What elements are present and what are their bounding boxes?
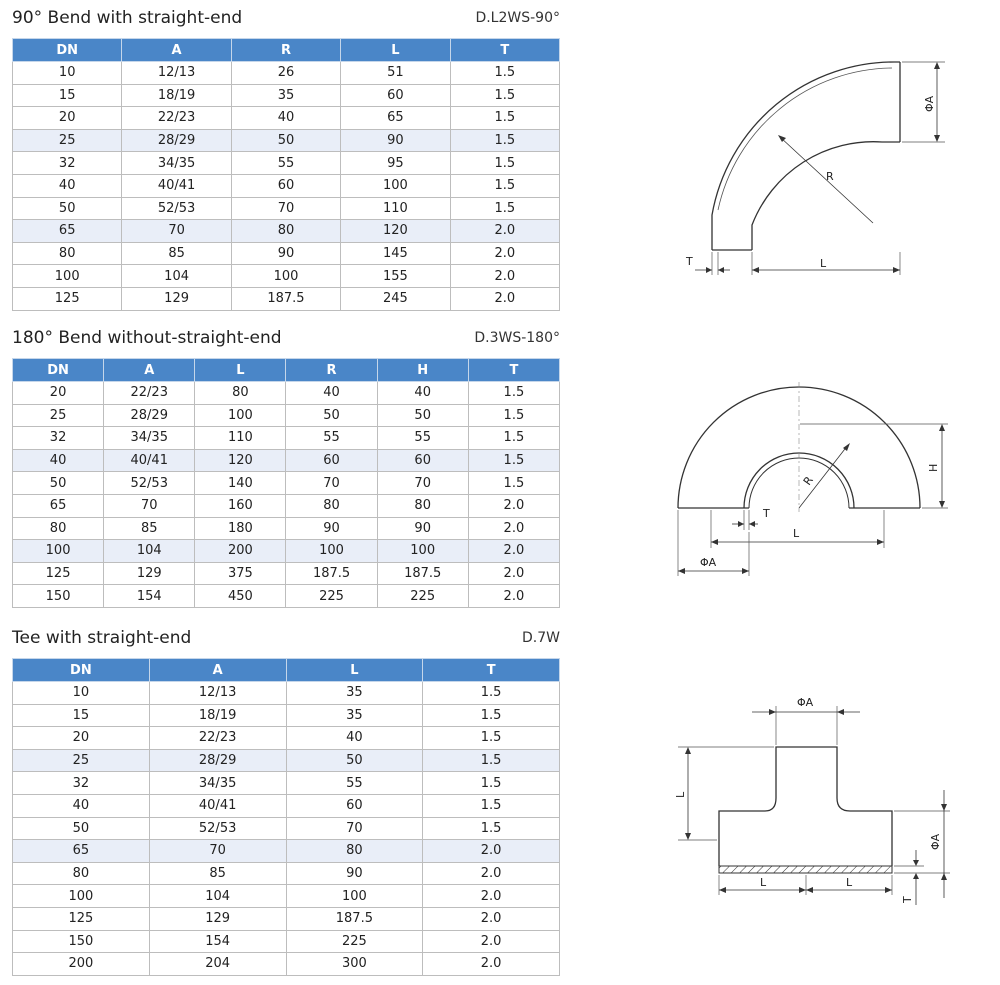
table-cell: 129 [122,287,231,310]
table-cell: 55 [286,427,377,450]
table-cell: 70 [377,472,468,495]
table-cell: 40 [13,174,122,197]
section-title: Tee with straight-end [12,628,192,648]
table-cell: 32 [13,152,122,175]
table-row [13,220,560,243]
table-cell: 187.5 [231,287,340,310]
table-cell: 1.5 [423,682,560,705]
table-cell: 51 [341,62,450,85]
dimension-label-l-right: L [846,876,853,889]
table-cell: 375 [195,562,286,585]
table-cell: 10 [13,682,150,705]
table-cell: 180 [195,517,286,540]
table-cell: 60 [286,794,423,817]
table-cell: 28/29 [122,129,231,152]
table-cell: 90 [286,862,423,885]
table-cell: 26 [231,62,340,85]
diagram-180-bend [665,380,965,580]
table-cell: 65 [13,494,104,517]
table-cell: 200 [195,540,286,563]
table-cell: 110 [341,197,450,220]
table-cell: 2.0 [450,242,559,265]
spec-table-180-bend [12,358,560,608]
table-cell: 40 [286,382,377,405]
table-cell: 100 [377,540,468,563]
table-cell: 1.5 [450,174,559,197]
table-cell: 40/41 [149,794,286,817]
table-cell: 50 [286,749,423,772]
section-header [12,328,560,358]
table-cell: 50 [231,129,340,152]
table-cell: 25 [13,129,122,152]
table-cell: 2.0 [468,585,559,608]
column-header: DN [13,359,104,382]
dimension-label-l: L [793,527,800,540]
table-cell: 245 [341,287,450,310]
column-header: L [341,39,450,62]
table-cell: 28/29 [104,404,195,427]
diagram-tee [665,690,965,910]
dimension-label-r: R [826,170,834,183]
table-cell: 35 [231,84,340,107]
table-cell: 1.5 [450,197,559,220]
table-cell: 1.5 [423,817,560,840]
dimension-label-phi-a-right: ΦA [929,833,942,850]
table-cell: 70 [231,197,340,220]
table-cell: 154 [149,930,286,953]
dimension-label-l-vertical: L [674,791,687,798]
table-row [13,287,560,310]
table-cell: 2.0 [423,930,560,953]
table-header-row [13,659,560,682]
table-cell: 2.0 [423,840,560,863]
table-cell: 90 [286,517,377,540]
table-cell: 34/35 [104,427,195,450]
table-cell: 110 [195,427,286,450]
table-cell: 60 [286,449,377,472]
bend-180-drawing [665,380,965,580]
column-header: H [377,359,468,382]
table-cell: 80 [195,382,286,405]
table-cell: 2.0 [468,517,559,540]
table-row [13,494,560,517]
section-180-bend [12,328,560,608]
table-cell: 1.5 [450,62,559,85]
table-cell: 35 [286,704,423,727]
table-cell: 100 [286,885,423,908]
table-cell: 15 [13,704,150,727]
table-cell: 85 [104,517,195,540]
table-cell: 80 [286,494,377,517]
section-title: 180° Bend without-straight-end [12,328,282,348]
table-cell: 1.5 [468,449,559,472]
table-cell: 90 [377,517,468,540]
table-cell: 40 [377,382,468,405]
table-cell: 18/19 [149,704,286,727]
table-cell: 95 [341,152,450,175]
table-row [13,427,560,450]
table-cell: 2.0 [423,953,560,976]
table-cell: 40 [13,794,150,817]
table-cell: 104 [149,885,286,908]
table-cell: 100 [13,540,104,563]
table-cell: 1.5 [450,129,559,152]
spec-table-tee [12,658,560,976]
table-cell: 160 [195,494,286,517]
table-cell: 40/41 [122,174,231,197]
table-cell: 2.0 [468,540,559,563]
table-row [13,404,560,427]
table-cell: 70 [122,220,231,243]
column-header: L [195,359,286,382]
table-cell: 20 [13,382,104,405]
column-header: A [149,659,286,682]
table-cell: 150 [13,930,150,953]
table-row [13,682,560,705]
table-cell: 18/19 [122,84,231,107]
product-code: D.L2WS-90° [475,10,560,26]
table-row [13,107,560,130]
table-cell: 90 [231,242,340,265]
table-cell: 22/23 [149,727,286,750]
table-cell: 60 [377,449,468,472]
table-cell: 145 [341,242,450,265]
table-cell: 140 [195,472,286,495]
table-cell: 80 [13,862,150,885]
table-cell: 40/41 [104,449,195,472]
table-cell: 100 [13,885,150,908]
table-cell: 10 [13,62,122,85]
table-cell: 85 [149,862,286,885]
table-cell: 32 [13,772,150,795]
table-cell: 52/53 [149,817,286,840]
table-cell: 120 [195,449,286,472]
table-row [13,265,560,288]
table-cell: 1.5 [468,404,559,427]
table-cell: 40 [13,449,104,472]
table-cell: 52/53 [104,472,195,495]
table-cell: 2.0 [450,287,559,310]
table-cell: 65 [13,220,122,243]
table-cell: 80 [377,494,468,517]
table-cell: 55 [231,152,340,175]
table-cell: 204 [149,953,286,976]
table-row [13,540,560,563]
table-row [13,517,560,540]
table-cell: 100 [195,404,286,427]
table-row [13,840,560,863]
section-tee [12,628,560,976]
table-cell: 90 [341,129,450,152]
table-row [13,953,560,976]
table-row [13,129,560,152]
table-cell: 40 [286,727,423,750]
table-cell: 34/35 [122,152,231,175]
table-header-row [13,39,560,62]
table-cell: 2.0 [423,907,560,930]
table-cell: 50 [13,817,150,840]
table-cell: 80 [231,220,340,243]
table-row [13,907,560,930]
table-cell: 80 [13,242,122,265]
table-cell: 225 [377,585,468,608]
table-cell: 65 [13,840,150,863]
table-row [13,817,560,840]
table-cell: 129 [149,907,286,930]
section-title: 90° Bend with straight-end [12,8,243,28]
table-cell: 80 [13,517,104,540]
table-cell: 155 [341,265,450,288]
column-header: T [468,359,559,382]
table-cell: 154 [104,585,195,608]
dimension-label-phi-a: ΦA [700,556,717,569]
table-row [13,749,560,772]
table-cell: 450 [195,585,286,608]
table-cell: 1.5 [423,794,560,817]
table-cell: 70 [286,472,377,495]
table-cell: 125 [13,287,122,310]
table-cell: 225 [286,585,377,608]
dimension-label-t: T [901,896,914,903]
table-cell: 25 [13,749,150,772]
table-row [13,704,560,727]
table-row [13,794,560,817]
table-row [13,562,560,585]
table-cell: 1.5 [468,382,559,405]
table-cell: 2.0 [450,220,559,243]
table-cell: 80 [286,840,423,863]
dimension-label-l: L [820,257,827,270]
table-cell: 70 [104,494,195,517]
dimension-label-l-left: L [760,876,767,889]
table-cell: 60 [231,174,340,197]
table-cell: 100 [231,265,340,288]
table-cell: 187.5 [286,562,377,585]
column-header: R [231,39,340,62]
table-cell: 50 [377,404,468,427]
table-cell: 200 [13,953,150,976]
table-cell: 100 [13,265,122,288]
table-cell: 1.5 [450,152,559,175]
table-cell: 1.5 [468,427,559,450]
table-row [13,152,560,175]
column-header: DN [13,39,122,62]
table-row [13,862,560,885]
table-cell: 55 [286,772,423,795]
table-cell: 50 [13,472,104,495]
table-cell: 1.5 [423,772,560,795]
section-90-bend [12,8,560,311]
table-cell: 20 [13,727,150,750]
table-cell: 28/29 [149,749,286,772]
table-cell: 50 [286,404,377,427]
table-cell: 225 [286,930,423,953]
dimension-label-t: T [686,255,693,268]
column-header: A [122,39,231,62]
table-cell: 1.5 [450,84,559,107]
table-cell: 55 [377,427,468,450]
table-cell: 1.5 [423,704,560,727]
table-cell: 25 [13,404,104,427]
table-cell: 2.0 [450,265,559,288]
table-cell: 187.5 [377,562,468,585]
column-header: T [450,39,559,62]
table-cell: 100 [341,174,450,197]
table-row [13,885,560,908]
dimension-label-phi-a: ΦA [923,95,936,112]
table-cell: 100 [286,540,377,563]
column-header: DN [13,659,150,682]
table-cell: 32 [13,427,104,450]
table-cell: 120 [341,220,450,243]
table-row [13,585,560,608]
table-row [13,930,560,953]
table-row [13,382,560,405]
table-cell: 125 [13,907,150,930]
table-cell: 1.5 [468,472,559,495]
table-cell: 2.0 [423,862,560,885]
table-cell: 12/13 [149,682,286,705]
table-cell: 70 [149,840,286,863]
tee-drawing [665,690,965,910]
table-cell: 125 [13,562,104,585]
table-row [13,197,560,220]
table-cell: 300 [286,953,423,976]
product-code: D.3WS-180° [474,330,560,346]
table-cell: 15 [13,84,122,107]
table-cell: 1.5 [423,749,560,772]
table-cell: 104 [104,540,195,563]
table-cell: 20 [13,107,122,130]
column-header: L [286,659,423,682]
dimension-label-phi-a-top: ΦA [797,696,814,709]
table-row [13,772,560,795]
spec-table-90-bend [12,38,560,311]
dimension-label-r: R [800,473,816,488]
table-cell: 60 [341,84,450,107]
table-cell: 35 [286,682,423,705]
table-cell: 2.0 [468,494,559,517]
table-cell: 2.0 [423,885,560,908]
dimension-label-t: T [763,507,770,520]
column-header: A [104,359,195,382]
table-cell: 1.5 [450,107,559,130]
table-cell: 22/23 [104,382,195,405]
table-cell: 50 [13,197,122,220]
table-cell: 34/35 [149,772,286,795]
product-code: D.7W [522,630,560,646]
table-cell: 150 [13,585,104,608]
table-cell: 1.5 [423,727,560,750]
table-cell: 40 [231,107,340,130]
table-row [13,727,560,750]
table-row [13,449,560,472]
table-cell: 2.0 [468,562,559,585]
table-cell: 85 [122,242,231,265]
table-row [13,174,560,197]
dimension-label-h: H [927,463,940,472]
table-row [13,242,560,265]
table-cell: 104 [122,265,231,288]
table-cell: 22/23 [122,107,231,130]
table-cell: 129 [104,562,195,585]
table-cell: 12/13 [122,62,231,85]
section-header [12,8,560,38]
diagram-90-bend [670,55,970,285]
table-row [13,84,560,107]
bend-90-drawing [670,55,970,285]
table-header-row [13,359,560,382]
table-row [13,62,560,85]
column-header: R [286,359,377,382]
table-cell: 65 [341,107,450,130]
table-cell: 52/53 [122,197,231,220]
table-cell: 70 [286,817,423,840]
column-header: T [423,659,560,682]
table-cell: 187.5 [286,907,423,930]
section-header [12,628,560,658]
table-row [13,472,560,495]
